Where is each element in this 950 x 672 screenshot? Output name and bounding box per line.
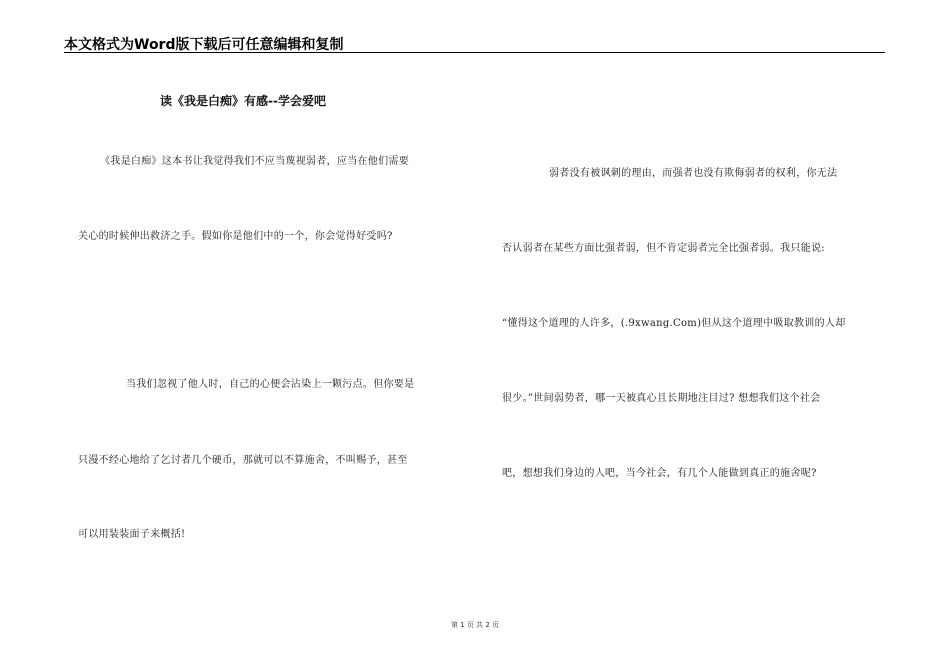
paragraph-line: 关心的时候伸出救济之手。假如你是他们中的一个，你会觉得好受吗?: [78, 231, 393, 242]
paragraph-line: 可以用装装面子来概括!: [78, 529, 186, 540]
document-title: 读《我是白痴》有感--学会爱吧: [160, 94, 326, 108]
paragraph-line: 很少。”世间弱势者，哪一天被真心且长期地注目过? 想想我们这个社会: [502, 393, 821, 404]
header-divider: [64, 52, 885, 53]
header-text: 本文格式为Word版下载后可任意编辑和复制: [64, 37, 344, 53]
paragraph-line: 当我们忽视了他人时，自己的心便会沾染上一颗污点。但你要是: [126, 379, 415, 390]
paragraph-line: 只漫不经心地给了乞讨者几个硬币，那就可以不算施舍，不叫赐予，甚至: [78, 455, 408, 466]
paragraph-line: 吧，想想我们身边的人吧，当今社会，有几个人能做到真正的施舍呢?: [502, 468, 817, 479]
paragraph-line: 《我是白痴》这本书让我觉得我们不应当蔑视弱者，应当在他们需要: [100, 156, 409, 167]
page-number: 第 1 页 共 2 页: [450, 621, 500, 629]
paragraph-line: “懂得这个道理的人许多，(.9xwang.Com)但从这个道理中吸取教训的人却: [502, 318, 846, 329]
page-header: [64, 30, 885, 52]
paragraph-line: 弱者没有被讽刺的理由，而强者也没有欺侮弱者的权利，你无法: [549, 168, 838, 179]
paragraph-line: 否认弱者在某些方面比强者弱，但不肯定弱者完全比强者弱。我只能说:: [502, 243, 825, 254]
